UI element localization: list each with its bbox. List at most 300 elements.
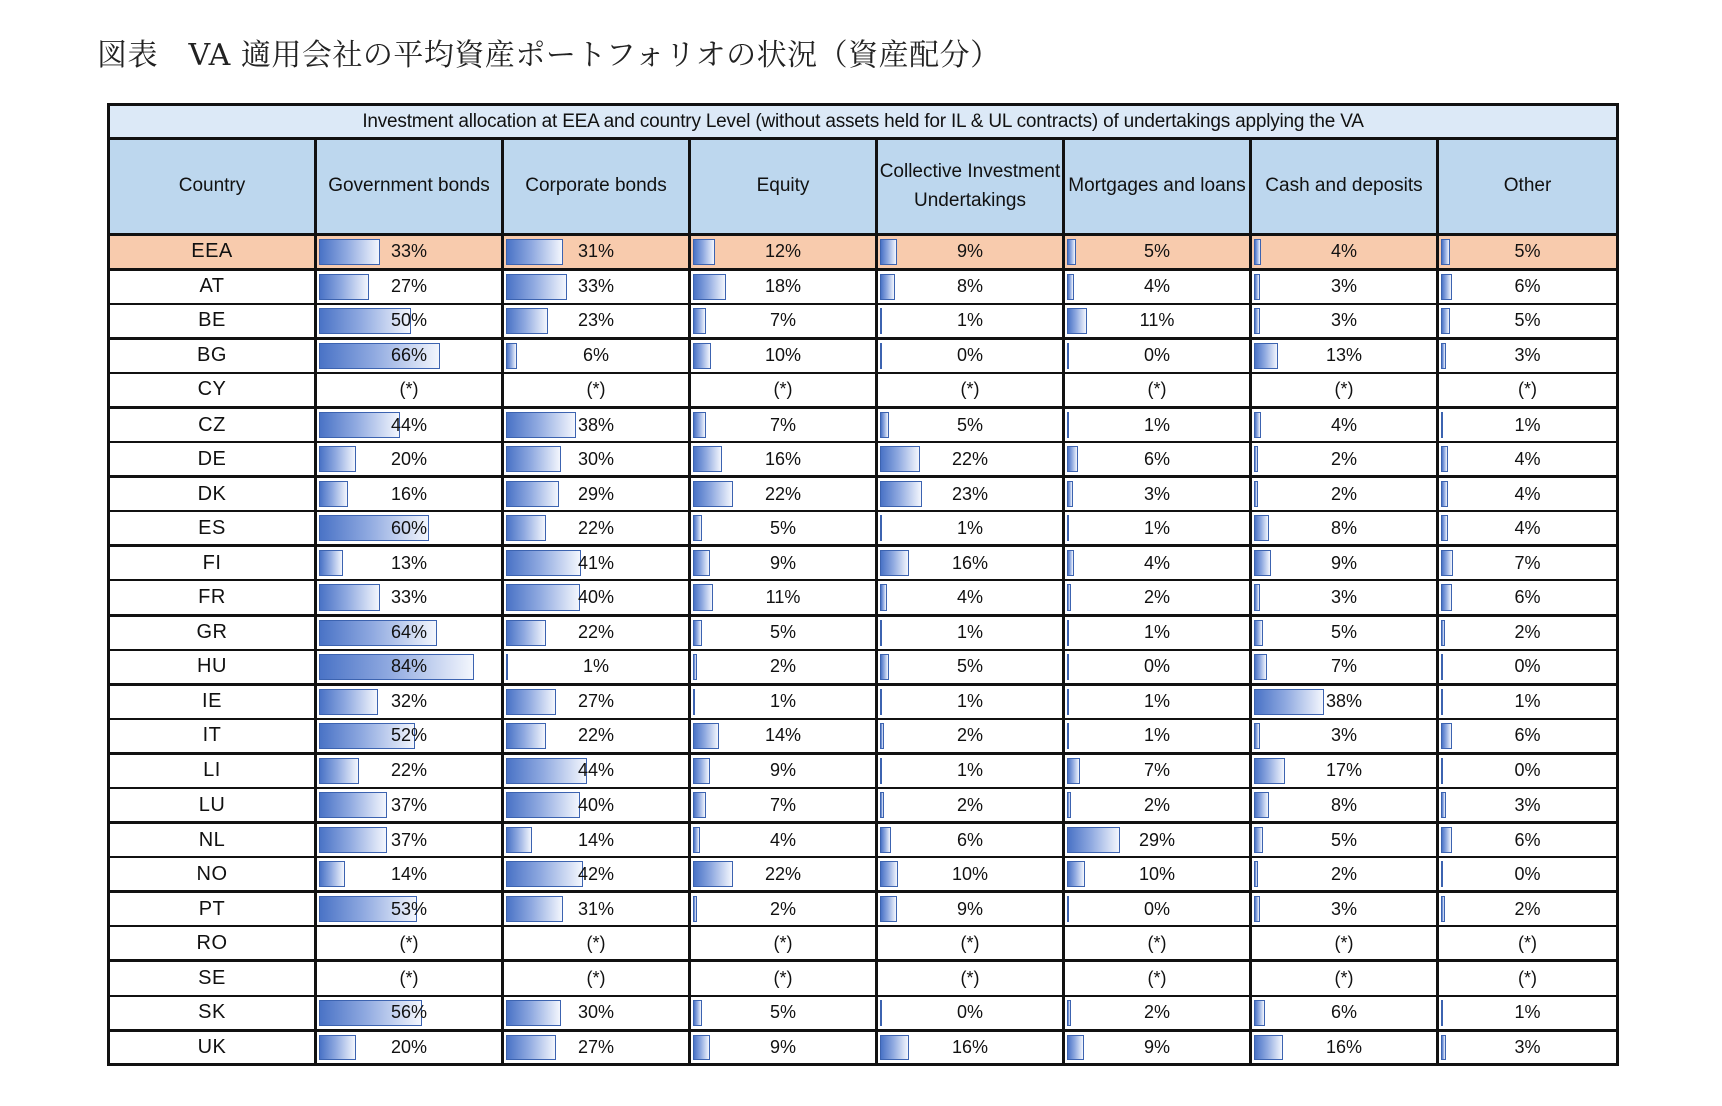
- cell-value: 3%: [1330, 276, 1357, 297]
- collective-investment-cell: [877, 304, 1064, 339]
- cell-value: 9%: [956, 241, 983, 262]
- cell-value: 0%: [956, 1002, 983, 1023]
- other-cell: [1438, 546, 1618, 581]
- cell-value: 4%: [1514, 448, 1541, 469]
- country-cell: IE: [109, 684, 316, 719]
- cell-value: 6%: [582, 345, 609, 366]
- equity-cell: [690, 546, 877, 581]
- cell-value: (*): [399, 379, 419, 400]
- cell-value: 37%: [390, 794, 428, 815]
- mortgages-loans-cell: [1064, 477, 1251, 512]
- corporate-bonds-cell: [503, 546, 690, 581]
- country-cell: AT: [109, 269, 316, 304]
- table-row: [109, 477, 1618, 512]
- corporate-bonds-cell: [503, 892, 690, 927]
- corporate-bonds-cell: [503, 823, 690, 858]
- cell-value: 2%: [1330, 483, 1357, 504]
- cell-value: 2%: [1514, 622, 1541, 643]
- cell-value: 10%: [764, 345, 802, 366]
- cell-value: 27%: [577, 1036, 615, 1057]
- cell-value: 3%: [1330, 586, 1357, 607]
- cell-value: 44%: [577, 760, 615, 781]
- cell-value: 4%: [1330, 241, 1357, 262]
- cell-value: 1%: [1514, 414, 1541, 435]
- government-bonds-cell: [316, 235, 503, 270]
- collective-investment-cell: [877, 1030, 1064, 1065]
- corporate-bonds-cell: [503, 407, 690, 442]
- mortgages-loans-cell: [1064, 719, 1251, 754]
- page-title: 図表 VA 適用会社の平均資産ポートフォリオの状況（資産配分）: [97, 38, 1001, 73]
- corporate-bonds-cell: [503, 442, 690, 477]
- cell-value: 20%: [390, 448, 428, 469]
- cell-value: 5%: [1514, 241, 1541, 262]
- government-bonds-cell: [316, 373, 503, 408]
- cell-value: 22%: [764, 483, 802, 504]
- collective-investment-cell: [877, 338, 1064, 373]
- cell-value: 1%: [956, 622, 983, 643]
- government-bonds-cell: [316, 650, 503, 685]
- collective-investment-cell: [877, 926, 1064, 961]
- government-bonds-cell: [316, 961, 503, 996]
- cell-value: 3%: [1514, 345, 1541, 366]
- cell-value: 9%: [1143, 1036, 1170, 1057]
- collective-investment-cell: [877, 373, 1064, 408]
- government-bonds-cell: [316, 407, 503, 442]
- cash-deposits-cell: [1251, 892, 1438, 927]
- equity-cell: [690, 511, 877, 546]
- cell-value: 7%: [769, 310, 796, 331]
- cell-value: (*): [773, 968, 793, 989]
- corporate-bonds-cell: [503, 373, 690, 408]
- mortgages-loans-cell: [1064, 546, 1251, 581]
- mortgages-loans-cell: [1064, 338, 1251, 373]
- cell-value: (*): [586, 379, 606, 400]
- cell-value: 1%: [1514, 691, 1541, 712]
- corporate-bonds-cell: [503, 996, 690, 1031]
- country-cell: HU: [109, 650, 316, 685]
- mortgages-loans-cell: [1064, 407, 1251, 442]
- collective-investment-cell: [877, 407, 1064, 442]
- government-bonds-cell: [316, 926, 503, 961]
- cell-value: 66%: [390, 345, 428, 366]
- cell-value: (*): [960, 932, 980, 953]
- table-row: [109, 304, 1618, 339]
- collective-investment-cell: [877, 615, 1064, 650]
- country-cell: ES: [109, 511, 316, 546]
- country-cell: SE: [109, 961, 316, 996]
- cell-value: 16%: [951, 552, 989, 573]
- equity-cell: [690, 996, 877, 1031]
- corporate-bonds-cell: [503, 511, 690, 546]
- other-cell: [1438, 961, 1618, 996]
- col-header-collective-investment: Collective Investment Undertakings: [877, 139, 1064, 235]
- table-row: [109, 719, 1618, 754]
- equity-cell: [690, 857, 877, 892]
- corporate-bonds-cell: [503, 650, 690, 685]
- corporate-bonds-cell: [503, 477, 690, 512]
- country-cell: BE: [109, 304, 316, 339]
- other-cell: [1438, 650, 1618, 685]
- cell-value: 5%: [769, 1002, 796, 1023]
- government-bonds-cell: [316, 719, 503, 754]
- government-bonds-cell: [316, 580, 503, 615]
- cell-value: 7%: [1330, 656, 1357, 677]
- table-row: [109, 442, 1618, 477]
- cell-value: 29%: [1138, 829, 1176, 850]
- mortgages-loans-cell: [1064, 926, 1251, 961]
- table-row: [109, 546, 1618, 581]
- table-row: [109, 788, 1618, 823]
- cash-deposits-cell: [1251, 753, 1438, 788]
- cell-value: 53%: [390, 898, 428, 919]
- collective-investment-cell: [877, 996, 1064, 1031]
- cell-value: 16%: [1325, 1036, 1363, 1057]
- corporate-bonds-cell: [503, 719, 690, 754]
- country-cell: EEA: [109, 235, 316, 270]
- cell-value: 22%: [577, 622, 615, 643]
- cell-value: 31%: [577, 241, 615, 262]
- cell-value: 4%: [1143, 552, 1170, 573]
- government-bonds-cell: [316, 788, 503, 823]
- mortgages-loans-cell: [1064, 823, 1251, 858]
- other-cell: [1438, 580, 1618, 615]
- col-header-equity: Equity: [690, 139, 877, 235]
- cell-value: (*): [1334, 968, 1354, 989]
- cell-value: 33%: [390, 241, 428, 262]
- cell-value: 41%: [577, 552, 615, 573]
- cell-value: 3%: [1514, 794, 1541, 815]
- table-row: [109, 511, 1618, 546]
- country-cell: BG: [109, 338, 316, 373]
- cell-value: 27%: [390, 276, 428, 297]
- cell-value: 50%: [390, 310, 428, 331]
- collective-investment-cell: [877, 269, 1064, 304]
- government-bonds-cell: [316, 338, 503, 373]
- equity-cell: [690, 338, 877, 373]
- country-cell: GR: [109, 615, 316, 650]
- col-header-corporate-bonds: Corporate bonds: [503, 139, 690, 235]
- collective-investment-cell: [877, 684, 1064, 719]
- cell-value: 2%: [769, 898, 796, 919]
- cash-deposits-cell: [1251, 477, 1438, 512]
- country-cell: PT: [109, 892, 316, 927]
- collective-investment-cell: [877, 857, 1064, 892]
- mortgages-loans-cell: [1064, 304, 1251, 339]
- cell-value: 33%: [390, 586, 428, 607]
- cash-deposits-cell: [1251, 546, 1438, 581]
- cell-value: 23%: [951, 483, 989, 504]
- cell-value: 2%: [956, 794, 983, 815]
- corporate-bonds-cell: [503, 269, 690, 304]
- cell-value: 9%: [1330, 552, 1357, 573]
- government-bonds-cell: [316, 477, 503, 512]
- cell-value: 5%: [1143, 241, 1170, 262]
- table-row: [109, 580, 1618, 615]
- cell-value: 3%: [1330, 898, 1357, 919]
- cash-deposits-cell: [1251, 684, 1438, 719]
- col-header-cash-deposits: Cash and deposits: [1251, 139, 1438, 235]
- country-cell: RO: [109, 926, 316, 961]
- country-cell: CY: [109, 373, 316, 408]
- equity-cell: [690, 304, 877, 339]
- country-cell: CZ: [109, 407, 316, 442]
- table-row: [109, 235, 1618, 270]
- collective-investment-cell: [877, 235, 1064, 270]
- cell-value: 6%: [1514, 276, 1541, 297]
- table-row: [109, 373, 1618, 408]
- mortgages-loans-cell: [1064, 961, 1251, 996]
- government-bonds-cell: [316, 442, 503, 477]
- table-row: [109, 684, 1618, 719]
- cell-value: 9%: [769, 760, 796, 781]
- cell-value: 0%: [1143, 656, 1170, 677]
- mortgages-loans-cell: [1064, 442, 1251, 477]
- other-cell: [1438, 477, 1618, 512]
- cell-value: 0%: [1514, 656, 1541, 677]
- cell-value: 5%: [956, 414, 983, 435]
- mortgages-loans-cell: [1064, 650, 1251, 685]
- country-cell: LI: [109, 753, 316, 788]
- cell-value: 1%: [582, 656, 609, 677]
- cell-value: 3%: [1330, 725, 1357, 746]
- cell-value: 0%: [1514, 863, 1541, 884]
- cell-value: 2%: [1143, 586, 1170, 607]
- table-row: [109, 926, 1618, 961]
- mortgages-loans-cell: [1064, 511, 1251, 546]
- cell-value: 17%: [1325, 760, 1363, 781]
- other-cell: [1438, 304, 1618, 339]
- cell-value: 20%: [390, 1036, 428, 1057]
- cell-value: 4%: [769, 829, 796, 850]
- cash-deposits-cell: [1251, 615, 1438, 650]
- collective-investment-cell: [877, 442, 1064, 477]
- corporate-bonds-cell: [503, 615, 690, 650]
- collective-investment-cell: [877, 650, 1064, 685]
- cell-value: 10%: [951, 863, 989, 884]
- cell-value: 14%: [577, 829, 615, 850]
- corporate-bonds-cell: [503, 338, 690, 373]
- cell-value: 8%: [1330, 517, 1357, 538]
- corporate-bonds-cell: [503, 684, 690, 719]
- cell-value: 84%: [390, 656, 428, 677]
- country-cell: SK: [109, 996, 316, 1031]
- cell-value: 1%: [1514, 1002, 1541, 1023]
- government-bonds-cell: [316, 615, 503, 650]
- other-cell: [1438, 996, 1618, 1031]
- table-body: [109, 235, 1618, 1065]
- mortgages-loans-cell: [1064, 615, 1251, 650]
- equity-cell: [690, 892, 877, 927]
- equity-cell: [690, 788, 877, 823]
- col-header-other: Other: [1438, 139, 1618, 235]
- cell-value: 10%: [1138, 863, 1176, 884]
- collective-investment-cell: [877, 788, 1064, 823]
- cell-value: 1%: [956, 760, 983, 781]
- other-cell: [1438, 373, 1618, 408]
- government-bonds-cell: [316, 684, 503, 719]
- cell-value: 12%: [764, 241, 802, 262]
- equity-cell: [690, 753, 877, 788]
- cell-value: 3%: [1143, 483, 1170, 504]
- cell-value: 11%: [765, 586, 801, 607]
- cash-deposits-cell: [1251, 269, 1438, 304]
- government-bonds-cell: [316, 857, 503, 892]
- cell-value: 37%: [390, 829, 428, 850]
- cell-value: 14%: [390, 863, 428, 884]
- cell-value: 1%: [1143, 691, 1170, 712]
- corporate-bonds-cell: [503, 235, 690, 270]
- mortgages-loans-cell: [1064, 892, 1251, 927]
- cash-deposits-cell: [1251, 823, 1438, 858]
- mortgages-loans-cell: [1064, 996, 1251, 1031]
- cell-value: 64%: [390, 622, 428, 643]
- cell-value: 13%: [390, 552, 428, 573]
- other-cell: [1438, 926, 1618, 961]
- table-row: [109, 407, 1618, 442]
- cell-value: 3%: [1330, 310, 1357, 331]
- cash-deposits-cell: [1251, 373, 1438, 408]
- cell-value: 5%: [769, 622, 796, 643]
- cell-value: (*): [399, 932, 419, 953]
- col-header-country: Country: [109, 139, 316, 235]
- cell-value: 5%: [1330, 622, 1357, 643]
- cash-deposits-cell: [1251, 442, 1438, 477]
- collective-investment-cell: [877, 580, 1064, 615]
- table-row: [109, 269, 1618, 304]
- country-cell: FR: [109, 580, 316, 615]
- cell-value: (*): [586, 932, 606, 953]
- other-cell: [1438, 719, 1618, 754]
- cell-value: 14%: [764, 725, 802, 746]
- table-row: [109, 857, 1618, 892]
- country-cell: DK: [109, 477, 316, 512]
- equity-cell: [690, 650, 877, 685]
- cell-value: 5%: [1330, 829, 1357, 850]
- cell-value: 2%: [769, 656, 796, 677]
- mortgages-loans-cell: [1064, 373, 1251, 408]
- cell-value: 1%: [1143, 517, 1170, 538]
- table-row: [109, 753, 1618, 788]
- equity-cell: [690, 477, 877, 512]
- equity-cell: [690, 823, 877, 858]
- cash-deposits-cell: [1251, 996, 1438, 1031]
- cell-value: (*): [1147, 968, 1167, 989]
- table-row: [109, 650, 1618, 685]
- cell-value: 2%: [1143, 794, 1170, 815]
- collective-investment-cell: [877, 546, 1064, 581]
- country-cell: DE: [109, 442, 316, 477]
- other-cell: [1438, 1030, 1618, 1065]
- cell-value: 2%: [1514, 898, 1541, 919]
- country-cell: NL: [109, 823, 316, 858]
- collective-investment-cell: [877, 753, 1064, 788]
- cell-value: 7%: [1143, 760, 1170, 781]
- cell-value: 6%: [956, 829, 983, 850]
- cell-value: 2%: [1330, 448, 1357, 469]
- cash-deposits-cell: [1251, 1030, 1438, 1065]
- cell-value: 13%: [1325, 345, 1363, 366]
- country-cell: FI: [109, 546, 316, 581]
- cell-value: (*): [1518, 379, 1538, 400]
- mortgages-loans-cell: [1064, 235, 1251, 270]
- cell-value: 2%: [956, 725, 983, 746]
- cell-value: 22%: [390, 760, 428, 781]
- corporate-bonds-cell: [503, 857, 690, 892]
- other-cell: [1438, 788, 1618, 823]
- cell-value: 1%: [769, 691, 796, 712]
- cash-deposits-cell: [1251, 338, 1438, 373]
- cell-value: 16%: [951, 1036, 989, 1057]
- cell-value: 9%: [769, 552, 796, 573]
- cell-value: 4%: [1514, 483, 1541, 504]
- cell-value: 11%: [1139, 310, 1175, 331]
- cash-deposits-cell: [1251, 788, 1438, 823]
- cell-value: 5%: [956, 656, 983, 677]
- equity-cell: [690, 926, 877, 961]
- cell-value: 1%: [956, 691, 983, 712]
- equity-cell: [690, 961, 877, 996]
- cell-value: 1%: [1143, 414, 1170, 435]
- cell-value: 22%: [577, 517, 615, 538]
- cell-value: 16%: [764, 448, 802, 469]
- mortgages-loans-cell: [1064, 684, 1251, 719]
- government-bonds-cell: [316, 753, 503, 788]
- other-cell: [1438, 269, 1618, 304]
- cell-value: 6%: [1330, 1002, 1357, 1023]
- cell-value: 7%: [769, 414, 796, 435]
- cell-value: 22%: [577, 725, 615, 746]
- cell-value: 40%: [577, 794, 615, 815]
- equity-cell: [690, 1030, 877, 1065]
- cell-value: (*): [773, 932, 793, 953]
- table-row: [109, 338, 1618, 373]
- collective-investment-cell: [877, 961, 1064, 996]
- equity-cell: [690, 580, 877, 615]
- corporate-bonds-cell: [503, 926, 690, 961]
- cell-value: 0%: [956, 345, 983, 366]
- cell-value: (*): [1518, 932, 1538, 953]
- mortgages-loans-cell: [1064, 857, 1251, 892]
- cash-deposits-cell: [1251, 407, 1438, 442]
- table-row: [109, 1030, 1618, 1065]
- cell-value: 18%: [764, 276, 802, 297]
- cell-value: 40%: [577, 586, 615, 607]
- cell-value: (*): [1147, 379, 1167, 400]
- government-bonds-cell: [316, 996, 503, 1031]
- collective-investment-cell: [877, 719, 1064, 754]
- equity-cell: [690, 442, 877, 477]
- cell-value: 38%: [577, 414, 615, 435]
- cell-value: 4%: [1143, 276, 1170, 297]
- country-cell: NO: [109, 857, 316, 892]
- cash-deposits-cell: [1251, 580, 1438, 615]
- corporate-bonds-cell: [503, 753, 690, 788]
- cell-value: 31%: [577, 898, 615, 919]
- mortgages-loans-cell: [1064, 753, 1251, 788]
- col-header-mortgages-loans: Mortgages and loans: [1064, 139, 1251, 235]
- table-row: [109, 996, 1618, 1031]
- cell-value: 30%: [577, 448, 615, 469]
- equity-cell: [690, 615, 877, 650]
- equity-cell: [690, 719, 877, 754]
- col-header-government-bonds: Government bonds: [316, 139, 503, 235]
- allocation-table: [107, 103, 1619, 1066]
- government-bonds-cell: [316, 892, 503, 927]
- cell-value: 2%: [1143, 1002, 1170, 1023]
- other-cell: [1438, 511, 1618, 546]
- cash-deposits-cell: [1251, 857, 1438, 892]
- cell-value: (*): [773, 379, 793, 400]
